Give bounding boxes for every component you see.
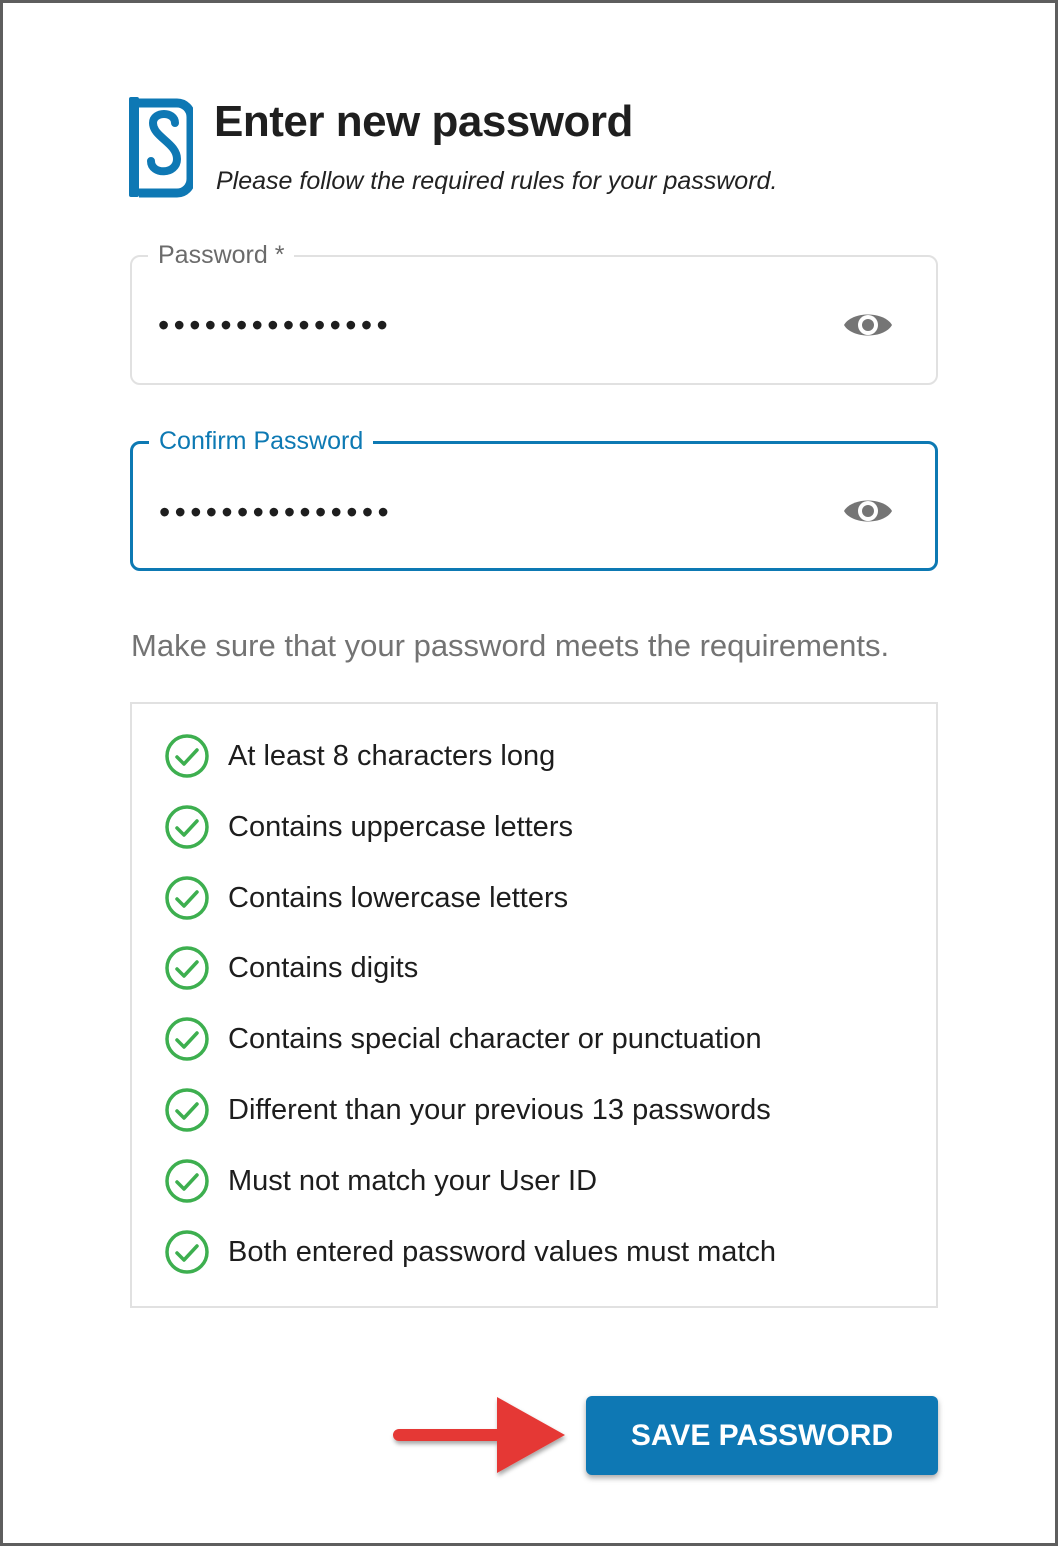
password-field[interactable]: [130, 241, 938, 385]
password-field-label: Password *: [148, 239, 294, 271]
page-subtitle: Please follow the required rules for your password.: [216, 167, 778, 195]
requirements-hint: Make sure that your password meets the requirements.: [131, 628, 890, 663]
check-circle-icon: [164, 945, 210, 991]
requirement-label: Both entered password values must match: [228, 1235, 777, 1268]
check-circle-icon: [164, 1016, 210, 1062]
requirement-label: Contains uppercase letters: [228, 810, 573, 843]
requirement-item: [164, 1014, 762, 1064]
requirement-item: [164, 1085, 771, 1135]
check-circle-icon: [164, 875, 210, 921]
check-circle-icon: [164, 804, 210, 850]
requirement-item: [164, 1156, 597, 1206]
check-circle-icon: [164, 1087, 210, 1133]
requirement-item: [164, 943, 418, 993]
requirement-label: At least 8 characters long: [228, 739, 556, 772]
eye-icon[interactable]: [842, 307, 894, 343]
check-circle-icon: [164, 733, 210, 779]
requirement-label: Must not match your User ID: [228, 1164, 598, 1197]
brand-logo: [127, 93, 193, 203]
requirement-item: [164, 731, 555, 781]
confirm-password-field-label: Confirm Password: [149, 425, 373, 457]
confirm-password-field[interactable]: [130, 427, 938, 571]
requirement-item: [164, 873, 568, 923]
requirement-item: [164, 1227, 776, 1277]
requirement-label: Contains lowercase letters: [228, 881, 569, 914]
requirement-label: Different than your previous 13 passwords: [228, 1093, 771, 1126]
requirement-label: Contains special character or punctuation: [228, 1022, 762, 1055]
check-circle-icon: [164, 1229, 210, 1275]
eye-icon[interactable]: [842, 493, 894, 529]
annotation-arrow-icon: [387, 1389, 577, 1481]
requirement-item: [164, 802, 573, 852]
requirement-label: Contains digits: [228, 951, 419, 984]
requirements-list: [130, 702, 938, 1308]
save-password-button[interactable]: SAVE PASSWORD: [586, 1396, 938, 1475]
confirm-password-field-value[interactable]: •••••••••••••••: [159, 494, 394, 530]
page-title: Enter new password: [214, 97, 633, 146]
check-circle-icon: [164, 1158, 210, 1204]
password-field-value[interactable]: •••••••••••••••: [158, 307, 393, 343]
